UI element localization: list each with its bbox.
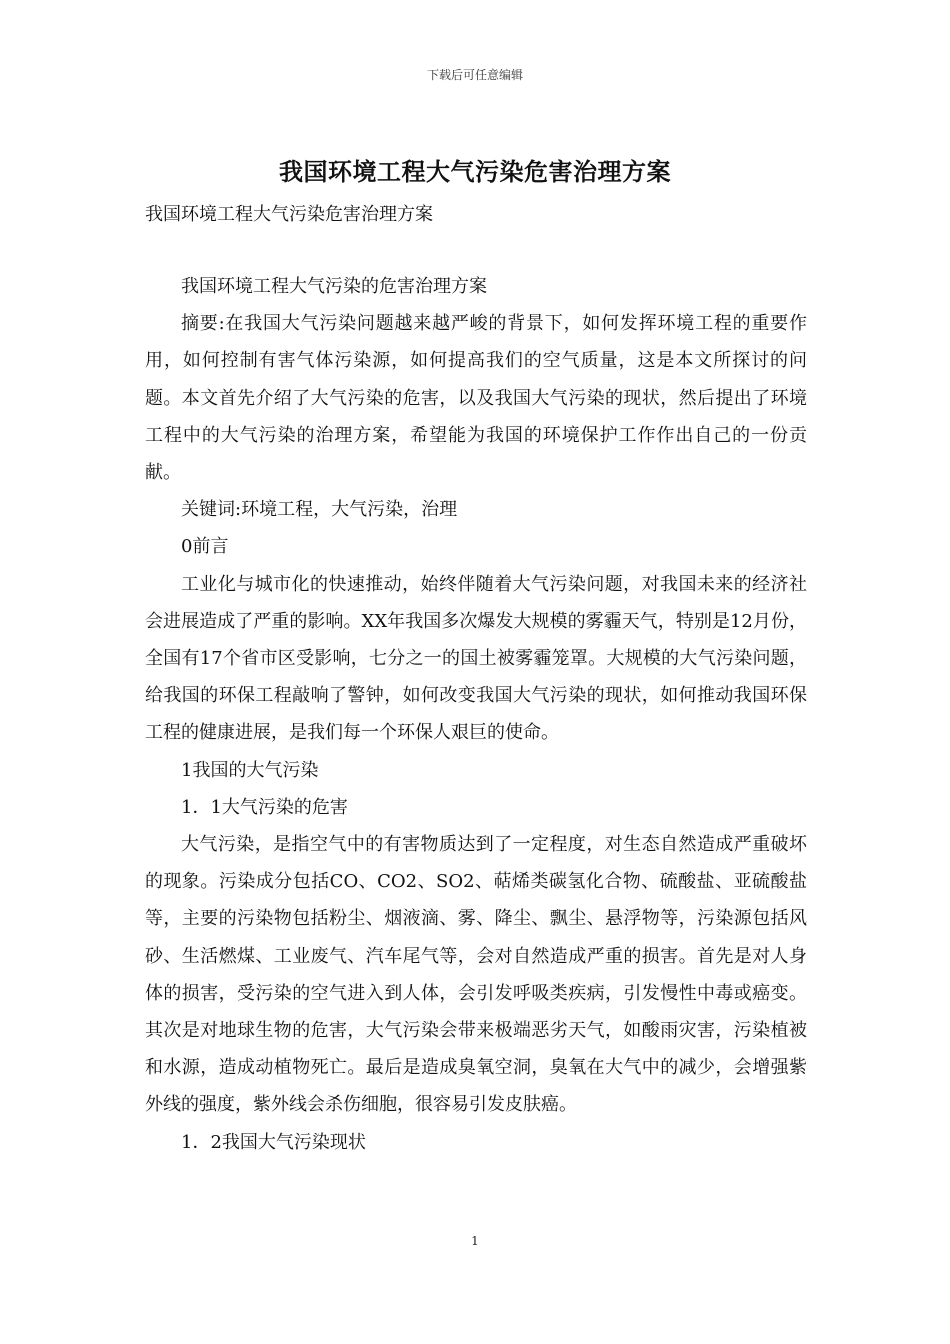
document-title: 我国环境工程大气污染危害治理方案 [279, 157, 671, 186]
header-note: 下载后可任意编辑 [426, 68, 523, 82]
body-paragraph: 大气污染，是指空气中的有害物质达到了一定程度，对生态自然造成严重破坏的现象。污染成分包括CO、CO2、SO2、萜烯类碳氢化合物、硫酸盐、亚硫酸盐等，主要的污染物包括粉尘、烟液滴、雾、降尘、飘尘、悬浮物等，污染源包括风砂、生活燃煤、工业废气、汽车尾气等，会对自然造成严重的损害。首先是对人身体的损害，受污染的空气进入到人体，会引发呼吸类疾病，引发慢性中毒或癌变。其次是对地球生物的危害，大气污染会带来极端恶劣天气，如酸雨灾害，污染植被和水源，造成动植物死亡。最后是造成臭氧空洞，臭氧在大气中的减少，会增强紫外线的强度，紫外线会杀伤细胞，很容易引发皮肤癌。 [145, 834, 807, 1116]
section-heading: 0前言 [181, 536, 229, 558]
keywords-paragraph: 关键词:环境工程，大气污染，治理 [181, 499, 458, 521]
section-heading: 1．1大气污染的危害 [181, 796, 348, 818]
section-heading: 1．2我国大气污染现状 [181, 1131, 366, 1153]
section-heading: 我国环境工程大气污染的危害治理方案 [181, 276, 487, 297]
document-subtitle: 我国环境工程大气污染危害治理方案 [145, 204, 433, 225]
body-paragraph: 工业化与城市化的快速推动，始终伴随着大气污染问题，对我国未来的经济社会进展造成了严重的影响。XX年我国多次爆发大规模的雾霾天气，特别是12月份，全国有17个省市区受影响，七分之一的国土被雾霾笼罩。大规模的大气污染问题，给我国的环保工程敲响了警钟，如何改变我国大气污染的现状，如何推动我国环保工程的健康进展，是我们每一个环保人艰巨的使命。 [145, 573, 807, 744]
page-number: 1 [471, 1234, 479, 1248]
abstract-paragraph: 摘要:在我国大气污染问题越来越严峻的背景下，如何发挥环境工程的重要作用，如何控制有害气体污染源，如何提高我们的空气质量，这是本文所探讨的问题。本文首先介绍了大气污染的危害，以及我国大气污染的现状，然后提出了环境工程中的大气污染的治理方案，希望能为我国的环境保护工作作出自己的一份贡献。 [145, 313, 807, 484]
document-body [145, 268, 807, 1161]
section-heading: 1我国的大气污染 [181, 759, 319, 781]
